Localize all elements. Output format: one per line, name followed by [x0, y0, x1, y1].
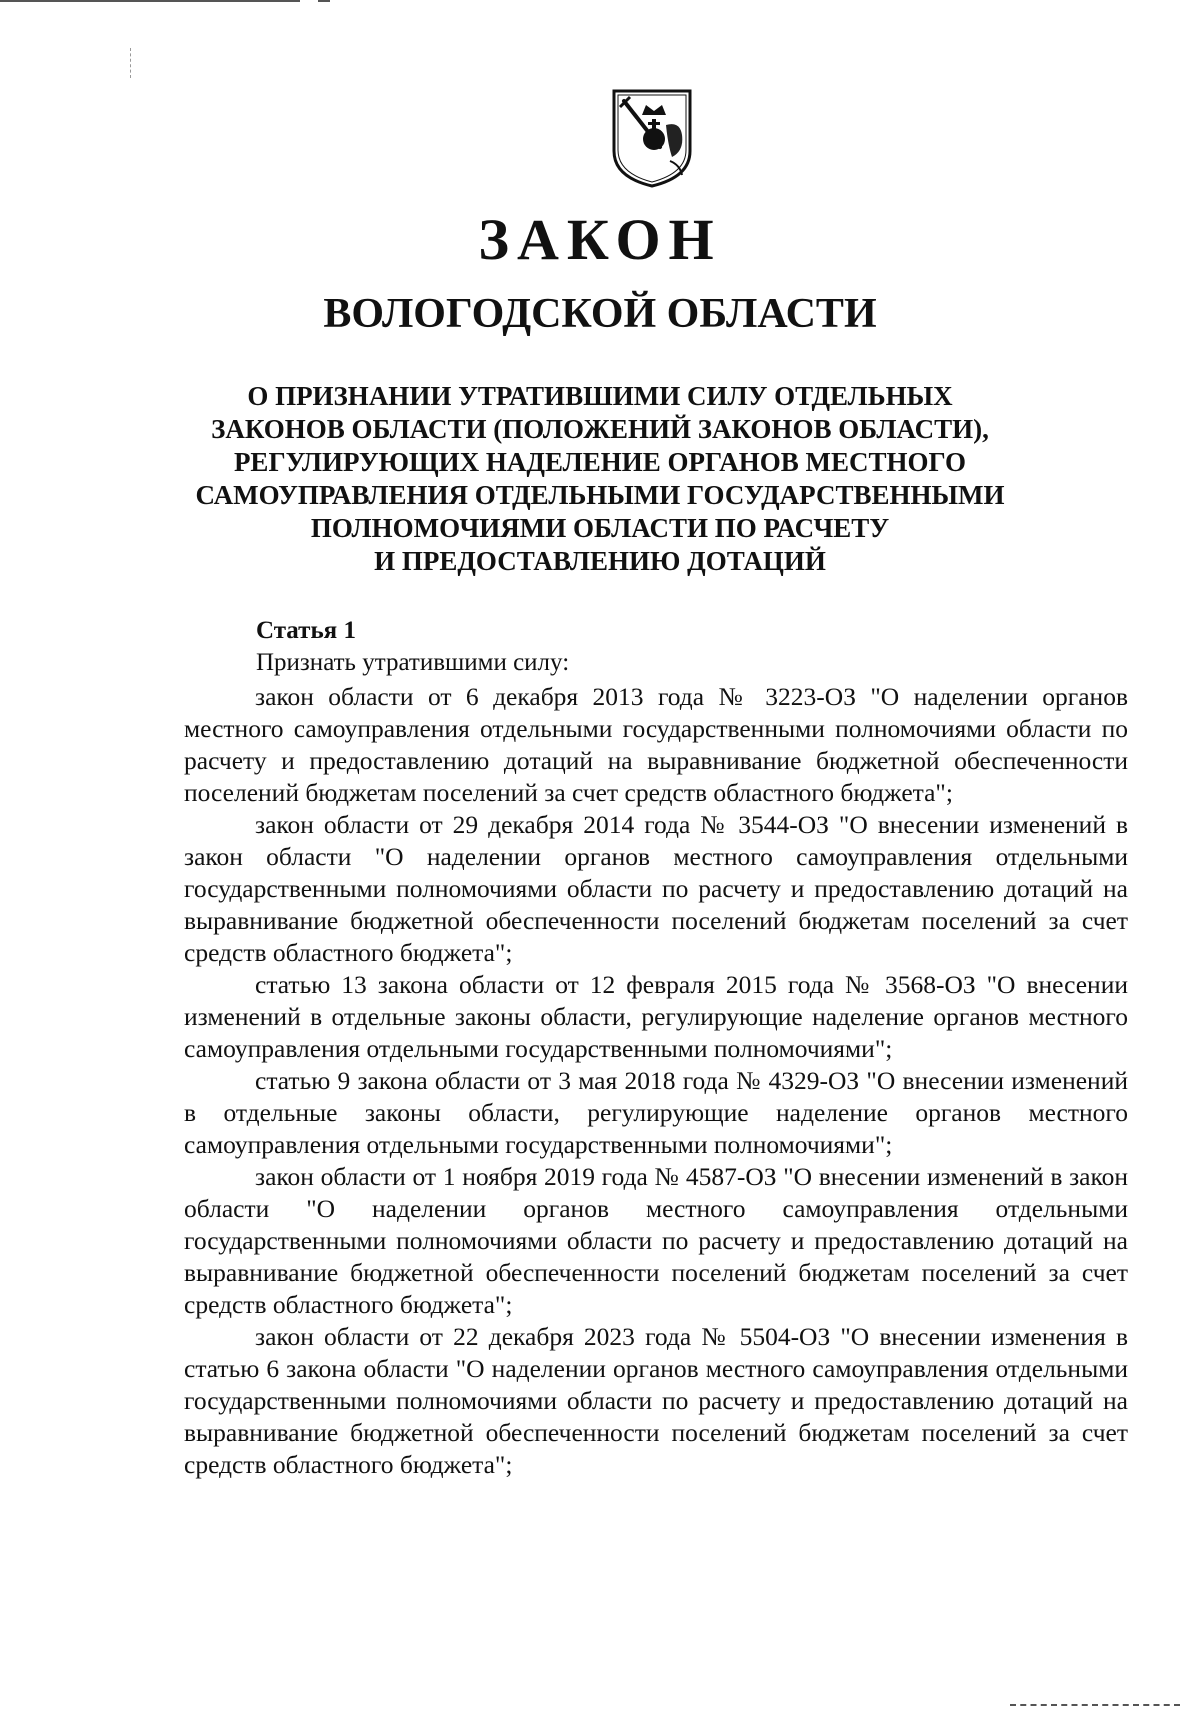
article-paragraph: закон области от 29 декабря 2014 года № 3544-ОЗ "О внесении изменений в закон области "О наделении органов местного самоуправления отдельными государственными полномочиями области по расчету и предоставлению дотаций на выравнивание бюджетной обеспеченности поселений бюджетам поселений за счет средств областного бюджета";	[184, 810, 1128, 967]
scan-artifact-dashes	[1010, 1704, 1180, 1708]
article-intro: Признать утратившими силу:	[256, 649, 570, 676]
article-heading: Статья 1	[256, 617, 356, 644]
law-subject	[150, 380, 1050, 578]
subject-line: О ПРИЗНАНИИ УТРАТИВШИМИ СИЛУ ОТДЕЛЬНЫХ	[247, 381, 953, 411]
subject-line: ПОЛНОМОЧИЯМИ ОБЛАСТИ ПО РАСЧЕТУ	[310, 513, 890, 543]
region-title: ВОЛОГОДСКОЙ ОБЛАСТИ	[323, 291, 877, 337]
subject-line: ЗАКОНОВ ОБЛАСТИ (ПОЛОЖЕНИЙ ЗАКОНОВ ОБЛАСТИ),	[211, 414, 989, 444]
subject-line: РЕГУЛИРУЮЩИХ НАДЕЛЕНИЕ ОРГАНОВ МЕСТНОГО	[233, 447, 967, 477]
article-paragraph: закон области от 6 декабря 2013 года № 3223-ОЗ "О наделении органов местного самоуправления отдельными государственными полномочиями области по расчету и предоставлению дотаций на выравнивание бюджетной обеспеченности поселений бюджетам поселений за счет средств областного бюджета";	[184, 682, 1128, 807]
subject-line: И ПРЕДОСТАВЛЕНИЮ ДОТАЦИЙ	[374, 546, 826, 576]
article-body	[184, 681, 1128, 1481]
scan-artifact-margin	[130, 48, 133, 78]
article-paragraph: статью 9 закона области от 3 мая 2018 года № 4329-ОЗ "О внесении изменений в отдельные законы области, регулирующие наделение органов местного самоуправления отдельными государственными полномочиями";	[184, 1066, 1128, 1159]
article-paragraph: закон области от 22 декабря 2023 года № 5504-ОЗ "О внесении изменения в статью 6 закона области "О наделении органов местного самоуправления отдельными государственными полномочиями области по расчету и предоставлению дотаций на выравнивание бюджетной обеспеченности поселений бюджетам поселений за счет средств областного бюджета";	[184, 1322, 1128, 1479]
coat-of-arms-icon	[610, 85, 694, 189]
scan-artifact-tick	[318, 0, 330, 2]
law-title: ЗАКОН	[478, 207, 722, 272]
article-paragraph: закон области от 1 ноября 2019 года № 4587-ОЗ "О внесении изменений в закон области "О наделении органов местного самоуправления отдельными государственными полномочиями области по расчету и предоставлению дотаций на выравнивание бюджетной обеспеченности поселений бюджетам поселений за счет средств областного бюджета";	[184, 1162, 1128, 1319]
article-paragraph: статью 13 закона области от 12 февраля 2015 года № 3568-ОЗ "О внесении изменений в отдельные законы области, регулирующие наделение органов местного самоуправления отдельными государственными полномочиями";	[184, 970, 1128, 1063]
subject-line: САМОУПРАВЛЕНИЯ ОТДЕЛЬНЫМИ ГОСУДАРСТВЕННЫМИ	[195, 480, 1005, 510]
scan-artifact-line	[0, 0, 300, 2]
